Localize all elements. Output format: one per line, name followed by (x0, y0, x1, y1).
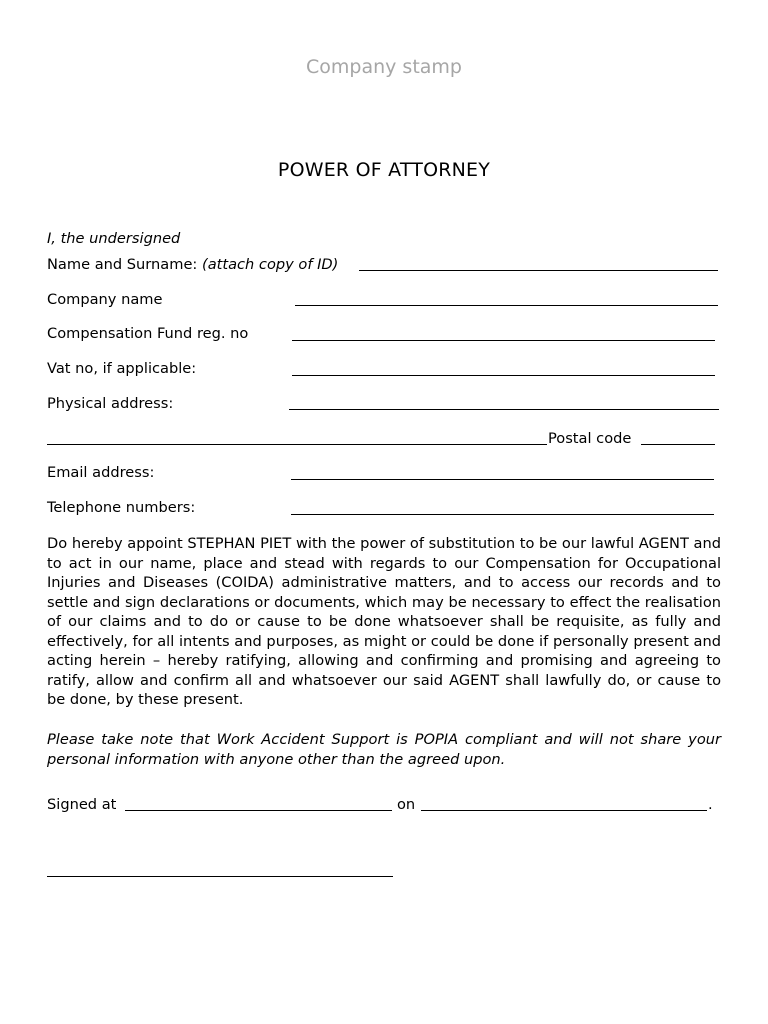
appointment-paragraph: Do hereby appoint STEPHAN PIET with the power of substitution to be our lawful AGENT and to act in our name, place and stead with regards to our Compensation for Occupational Injuries and Diseases (COIDA) administrative matters, and to access our records and to settle and sign declarations or documents, which may be necessary to effect the realisation of our claims and to do or cause to be done whatsoever shall be requisite, as fully and effectively, for all intents and purposes, as might or could be done if personally present and acting herein – hereby ratifying, allowing and confirming and promising and agreeing to ratify, allow and confirm all and whatsoever our said AGENT shall lawfully do, or cause to be done, by these present. (47, 535, 721, 708)
name-note: (attach copy of ID) (202, 256, 339, 273)
signed-on-label: on (397, 796, 416, 813)
name-label (47, 255, 338, 274)
postal-code-label: Postal code (548, 430, 632, 447)
name-label-text: Name and Surname: (47, 256, 198, 273)
intro-text: I, the undersigned (47, 230, 181, 247)
name-field[interactable] (359, 270, 718, 271)
physical-address-label: Physical address: (47, 395, 174, 412)
company-stamp-placeholder: Company stamp (306, 56, 462, 78)
signed-at-label: Signed at (47, 796, 117, 813)
compensation-fund-field[interactable] (292, 340, 715, 341)
vat-field[interactable] (292, 375, 715, 376)
address-line-2-field[interactable] (47, 444, 547, 445)
company-name-label: Company name (47, 291, 163, 308)
signed-at-field[interactable] (125, 810, 392, 811)
telephone-field[interactable] (291, 514, 714, 515)
end-period: . (708, 796, 713, 813)
postal-code-field[interactable] (641, 444, 715, 445)
vat-label: Vat no, if applicable: (47, 360, 197, 377)
email-field[interactable] (291, 479, 714, 480)
signature-line[interactable] (47, 876, 393, 877)
email-label: Email address: (47, 464, 155, 481)
company-name-field[interactable] (295, 305, 718, 306)
telephone-label: Telephone numbers: (47, 499, 196, 516)
compensation-fund-label: Compensation Fund reg. no (47, 325, 249, 342)
physical-address-field[interactable] (289, 409, 719, 410)
document-title: POWER OF ATTORNEY (277, 159, 491, 181)
signed-date-field[interactable] (421, 810, 707, 811)
popia-note: Please take note that Work Accident Support is POPIA compliant and will not share your personal information with anyone other than the agreed upon. (47, 731, 721, 768)
